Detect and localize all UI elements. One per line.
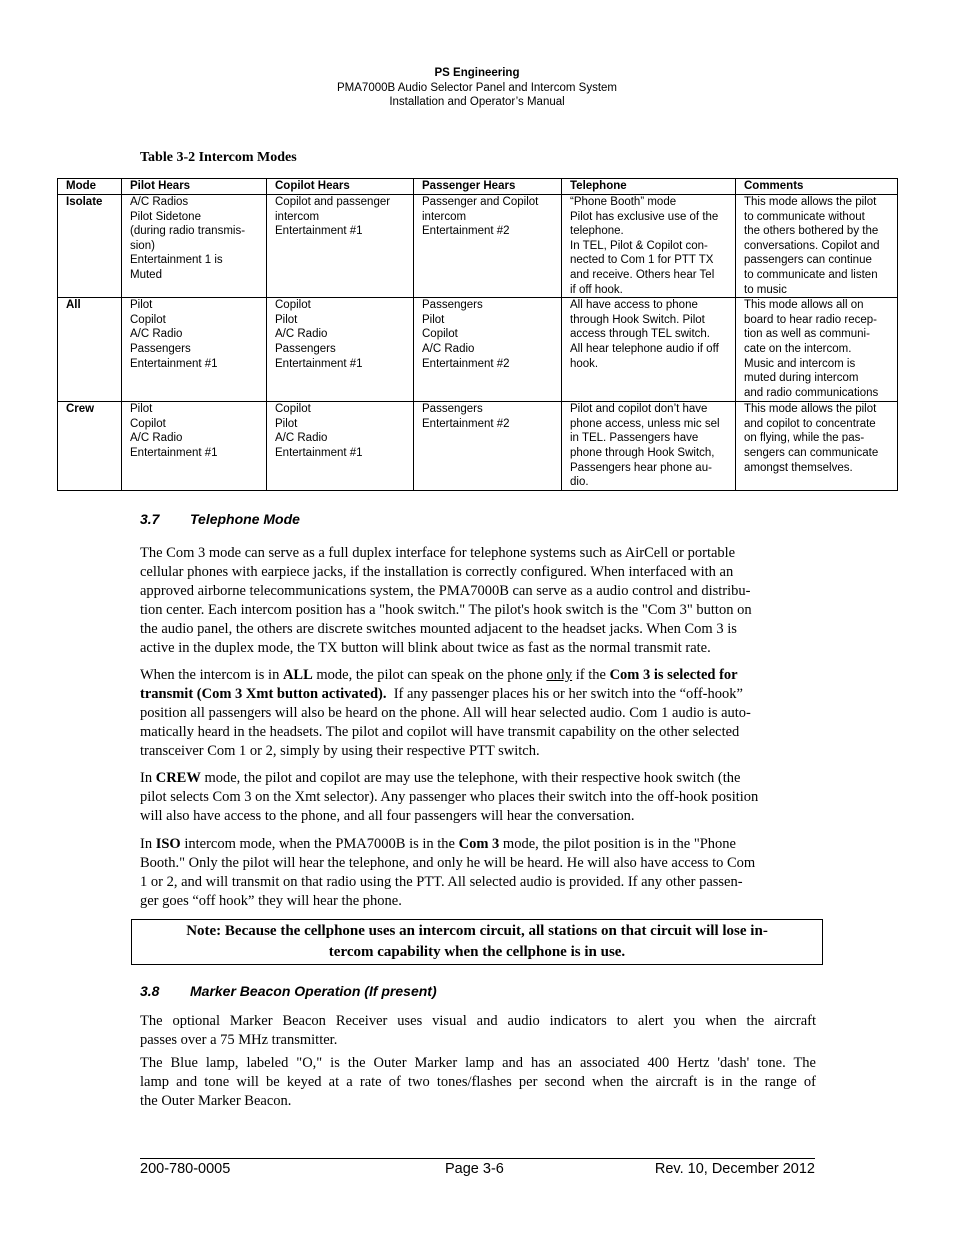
text-run-bold: Com 3 is selected for (609, 667, 738, 683)
intercom-modes-table (57, 178, 898, 491)
table-row (58, 298, 898, 402)
cell-line: Entertainment #1 (130, 357, 218, 370)
table-cell (562, 195, 736, 298)
cell-line: Passengers hear phone au- (570, 461, 712, 474)
text-line: cellular phones with earpiece jacks, if the installation is correctly configured. When interfaced with an (140, 564, 734, 580)
text-line (140, 835, 816, 854)
cell-line: Pilot (422, 313, 445, 326)
product-name: PMA7000B Audio Selector Panel and Intercom System (337, 81, 617, 94)
cell-line: phone access, unless mic sel (570, 417, 720, 430)
table-cell (267, 298, 414, 402)
table-cell (736, 402, 898, 491)
page-header (0, 66, 954, 110)
table-row (58, 402, 898, 491)
manual-title: Installation and Operator’s Manual (389, 96, 565, 108)
text-line: 1 or 2, and will transmit on that radio using the PTT. All selected audio is provided. If any other passen- (140, 874, 743, 890)
paragraph (140, 769, 816, 826)
cell-line: Copilot (130, 417, 166, 430)
cell-line: intercom (275, 210, 320, 223)
text-line: tion center. Each intercom position has a "hook switch." The pilot's hook switch is the "Com 3" button on (140, 602, 752, 618)
text-line: lamp and tone will be keyed at a rate of two tones/flashes per second when the aircraft is in the range of (140, 1074, 816, 1090)
page-footer (140, 1158, 815, 1177)
cell-line: tion as well as communi- (744, 328, 870, 341)
cell-line: Passengers (422, 299, 483, 312)
table-cell (122, 195, 267, 298)
text-run: mode, the pilot can speak on the phone (312, 667, 547, 683)
text-run: if the (572, 667, 610, 683)
table-header-row (58, 179, 898, 195)
mode-cell: All (58, 298, 122, 402)
cell-line: sengers can communicate (744, 446, 879, 459)
cell-line: telephone. (570, 225, 624, 238)
document-number: 200-780-0005 (140, 1161, 231, 1177)
table-cell (122, 402, 267, 491)
text-line (140, 685, 816, 704)
cell-line: and copilot to concentrate (744, 417, 876, 430)
cell-line: This mode allows all on (744, 299, 864, 312)
cell-line: sion) (130, 239, 155, 252)
cell-line: This mode allows the pilot (744, 403, 877, 416)
cell-line: on flying, while the pas- (744, 432, 865, 445)
cell-line: if off hook. (570, 283, 623, 296)
cell-line: muted during intercom (744, 372, 859, 385)
cell-line: A/C Radio (130, 432, 183, 445)
cell-line: to music (744, 283, 787, 296)
cell-line: Copilot (275, 299, 311, 312)
table-caption: Table 3-2 Intercom Modes (140, 150, 297, 165)
cell-line: Copilot (422, 328, 458, 341)
cell-line: Copilot and passenger (275, 196, 391, 208)
cell-line: A/C Radio (275, 432, 328, 445)
cell-line: Pilot (130, 403, 153, 416)
text-line: the Outer Marker Beacon. (140, 1093, 292, 1109)
cell-line: hook. (570, 357, 599, 370)
cell-line: intercom (422, 210, 467, 223)
cell-line: Pilot Sidetone (130, 210, 201, 223)
column-header: Mode (58, 179, 122, 195)
cell-line: through Hook Switch. Pilot (570, 313, 705, 326)
cell-line: Entertainment 1 is (130, 254, 223, 267)
text-line: The Com 3 mode can serve as a full duplex interface for telephone systems such as AirCell or portable (140, 545, 736, 561)
cell-line: This mode allows the pilot (744, 196, 877, 208)
table-cell (562, 298, 736, 402)
table-cell (122, 298, 267, 402)
text-run: When the intercom is in (140, 667, 283, 683)
column-header: Copilot Hears (267, 179, 414, 195)
table-cell (414, 195, 562, 298)
mode-cell: Crew (58, 402, 122, 491)
paragraph (140, 835, 816, 911)
table-row (58, 195, 898, 298)
mode-cell: Isolate (58, 195, 122, 298)
table-cell (736, 298, 898, 402)
cell-line: and receive. Others hear Tel (570, 268, 715, 281)
cell-line: Pilot (130, 299, 153, 312)
text-line: ger goes “off hook” they will hear the phone. (140, 893, 402, 909)
cell-line: conversations. Copilot and (744, 239, 880, 252)
revision-date: Rev. 10, December 2012 (654, 1161, 815, 1177)
cell-line: Passengers (130, 342, 191, 355)
note-line: tercom capability when the cellphone is in use. (328, 944, 626, 960)
table-cell (562, 402, 736, 491)
cell-line: Passenger and Copilot (422, 196, 539, 208)
cell-line: Copilot (130, 313, 166, 326)
column-header: Pilot Hears (122, 179, 267, 195)
text-run-bold: ISO (155, 836, 181, 852)
table-cell (267, 402, 414, 491)
cell-line: Pilot (275, 313, 298, 326)
text-line (140, 769, 816, 788)
text-line: pilot selects Com 3 on the Xmt selector). Any passenger who places their switch into the off-hook position (140, 789, 759, 805)
text-run: mode, the pilot and copilot are may use the telephone, with their respective hook switch (the (200, 770, 741, 786)
text-run: In (140, 836, 156, 852)
cell-line: dio. (570, 476, 589, 489)
text-line: will also have access to the phone, and all four passengers will hear the conversation. (140, 808, 635, 824)
text-run-underlined: only (546, 667, 573, 683)
cell-line: All hear telephone audio if off (570, 342, 719, 355)
text-line: transceiver Com 1 or 2, simply by using their respective PTT switch. (140, 743, 540, 759)
table-cell (414, 402, 562, 491)
column-header: Passenger Hears (414, 179, 562, 195)
cell-line: Entertainment #2 (422, 417, 510, 430)
text-run-bold: transmit (Com 3 Xmt button activated). (140, 686, 387, 702)
text-line: matically heard in the headsets. The pilot and copilot will have transmit capability on the other selected (140, 724, 740, 740)
paragraph (140, 1012, 816, 1050)
paragraph (140, 666, 816, 761)
column-header: Comments (736, 179, 898, 195)
text-line: approved airborne telecommunications system, the PMA7000B can serve as a audio control and distribu- (140, 583, 751, 599)
cell-line: to communicate and listen (744, 268, 878, 281)
cell-line: passengers can continue (744, 254, 872, 267)
company-name: PS Engineering (434, 67, 520, 79)
text-run: mode, the pilot position is in the "Phone (499, 836, 736, 852)
text-line: The optional Marker Beacon Receiver uses visual and audio indicators to alert you when the aircraft (140, 1013, 816, 1029)
text-line: The Blue lamp, labeled "O," is the Outer Marker lamp and has an associated 400 Hertz 'dash' tone. The (140, 1055, 816, 1071)
cell-line: All have access to phone (570, 299, 698, 312)
section-heading-marker-beacon (140, 983, 437, 999)
note-box (131, 919, 823, 965)
table-cell (414, 298, 562, 402)
cell-line: A/C Radios (130, 196, 189, 208)
text-run: intercom mode, when the PMA7000B is in the (180, 836, 459, 852)
text-line: Booth." Only the pilot will hear the telephone, and only he will be heard. He will also have access to Com (140, 855, 756, 871)
section-number: 3.7 (140, 511, 160, 527)
text-run: If any passenger places his or her switch into the “off-hook” (386, 686, 743, 702)
cell-line: amongst themselves. (744, 461, 853, 474)
cell-line: to communicate without (744, 210, 865, 223)
cell-line: (during radio transmis- (130, 225, 246, 238)
cell-line: Entertainment #1 (130, 446, 218, 459)
text-line (140, 666, 816, 685)
cell-line: and radio communications (744, 386, 879, 399)
cell-line: Music and intercom is (744, 357, 856, 370)
cell-line: the others bothered by the (744, 225, 879, 238)
cell-line: Passengers (422, 403, 483, 416)
cell-line: Pilot and copilot don’t have (570, 403, 708, 416)
text-line: passes over a 75 MHz transmitter. (140, 1032, 338, 1048)
cell-line: access through TEL switch. (570, 328, 710, 341)
cell-line: Entertainment #2 (422, 357, 510, 370)
cell-line: In TEL, Pilot & Copilot con- (570, 239, 708, 252)
page-number: Page 3-6 (445, 1161, 504, 1177)
text-run-bold: ALL (282, 667, 313, 683)
cell-line: board to hear radio recep- (744, 313, 877, 326)
cell-line: in TEL. Passengers have (570, 432, 699, 445)
paragraph (140, 544, 816, 658)
note-line: Note: Because the cellphone uses an intercom circuit, all stations on that circuit will lose in- (186, 923, 768, 939)
cell-line: A/C Radio (422, 342, 475, 355)
cell-line: A/C Radio (130, 328, 183, 341)
cell-line: nected to Com 1 for PTT TX (570, 254, 714, 267)
section-heading-telephone-mode (140, 511, 300, 527)
cell-line: Entertainment #1 (275, 225, 363, 238)
text-run-bold: CREW (155, 770, 201, 786)
text-line: active in the duplex mode, the TX button will blink about twice as fast as the normal transmit rate. (140, 640, 711, 656)
cell-line: Entertainment #1 (275, 357, 363, 370)
cell-line: A/C Radio (275, 328, 328, 341)
section-title: Marker Beacon Operation (If present) (190, 983, 437, 999)
cell-line: Passengers (275, 342, 336, 355)
text-run: In (140, 770, 156, 786)
cell-line: Entertainment #1 (275, 446, 363, 459)
section-title: Telephone Mode (190, 511, 300, 527)
cell-line: Pilot (275, 417, 298, 430)
table-cell (736, 195, 898, 298)
cell-line: Copilot (275, 403, 311, 416)
section-number: 3.8 (140, 983, 160, 999)
column-header: Telephone (562, 179, 736, 195)
cell-line: phone through Hook Switch, (570, 446, 715, 459)
paragraph (140, 1054, 816, 1111)
cell-line: Pilot has exclusive use of the (570, 210, 719, 223)
text-line: position all passengers will also be heard on the phone. All will hear selected audio. Com 1 audio is auto- (140, 705, 751, 721)
cell-line: “Phone Booth” mode (570, 196, 677, 208)
table-cell (267, 195, 414, 298)
text-run-bold: Com 3 (458, 836, 500, 852)
cell-line: Muted (130, 268, 162, 281)
cell-line: cate on the intercom. (744, 342, 852, 355)
text-line: the audio panel, the others are discrete switches mounted adjacent to the headset jacks. When Com 3 is (140, 621, 737, 637)
cell-line: Entertainment #2 (422, 225, 510, 238)
